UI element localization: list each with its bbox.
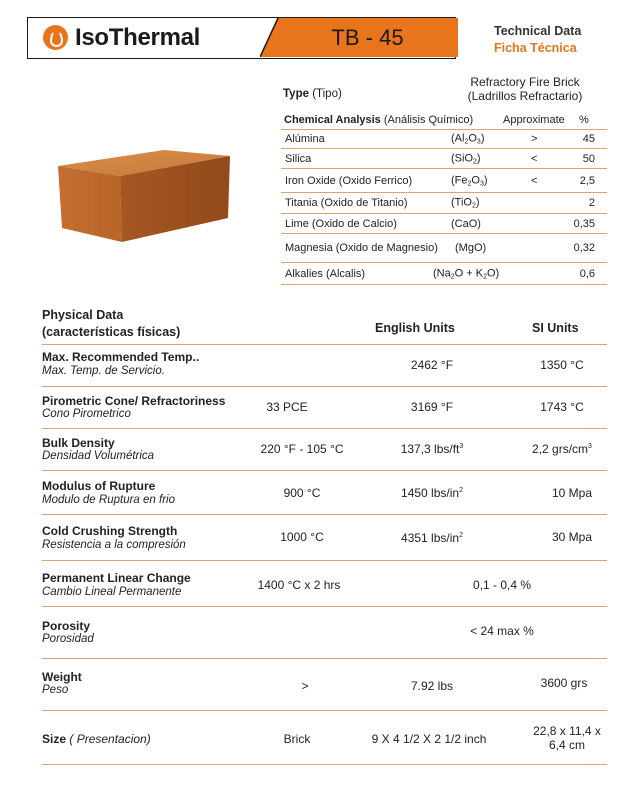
chemical-title-en: Chemical Analysis bbox=[284, 114, 381, 126]
english-value bbox=[357, 486, 507, 500]
english-value: 2462 °F bbox=[410, 358, 454, 372]
chem-formula-sub: 2 bbox=[471, 202, 476, 210]
chem-row bbox=[281, 263, 607, 285]
chem-row bbox=[281, 130, 607, 149]
property-name: Bulk Density bbox=[42, 436, 115, 450]
product-code: TB - 45 bbox=[331, 25, 404, 50]
type-label-en: Type bbox=[283, 88, 309, 100]
chem-value: 2,5 bbox=[579, 174, 595, 187]
english-value-text: 4351 lbs/in bbox=[401, 531, 460, 545]
unit-exponent: 3 bbox=[588, 443, 592, 450]
property-name-es: Peso bbox=[42, 684, 69, 696]
english-units-header: English Units bbox=[375, 321, 455, 335]
english-value bbox=[357, 442, 507, 456]
chem-formula: $(Al_2O_3)$ bbox=[451, 132, 485, 146]
combined-value: < 24 max % bbox=[470, 624, 534, 638]
chem-operator: > bbox=[531, 133, 538, 145]
chem-formula: $(Na_2O + K_2O)$ bbox=[433, 267, 500, 280]
property-name-es: Cono Pirometrico bbox=[42, 408, 131, 420]
chem-row bbox=[281, 214, 607, 234]
type-value bbox=[440, 75, 610, 103]
si-value bbox=[502, 442, 622, 456]
chem-formula: (CaO) bbox=[451, 217, 481, 230]
row-max-temp bbox=[42, 345, 607, 387]
row-modulus-rupture bbox=[42, 471, 607, 515]
chem-value: 45 bbox=[582, 133, 595, 145]
property-name: Size bbox=[42, 732, 67, 746]
chem-value: 0,6 bbox=[579, 267, 595, 280]
chem-formula-part: O bbox=[486, 267, 496, 279]
test-condition: 1000 °C bbox=[280, 530, 324, 544]
chem-formula-part: MgO bbox=[458, 242, 483, 254]
chem-formula-part: O bbox=[471, 174, 480, 186]
approx-label: Approximate bbox=[503, 114, 565, 126]
chem-formula-part: O bbox=[468, 132, 477, 145]
header-bar bbox=[27, 17, 456, 59]
si-value: 1743 °C bbox=[540, 400, 584, 414]
chem-formula-sub: 2 bbox=[483, 273, 487, 280]
property-name: Porosity bbox=[42, 619, 91, 633]
chem-name: Alúmina bbox=[285, 133, 325, 145]
chem-name: Silica bbox=[285, 152, 312, 165]
si-value-line: 22,8 x 11,4 x bbox=[533, 724, 601, 738]
test-condition: 33 PCE bbox=[266, 400, 308, 414]
chem-formula-part: Fe bbox=[454, 174, 468, 186]
brick-image bbox=[48, 118, 238, 248]
chemical-title bbox=[284, 114, 473, 126]
test-condition: 900 °C bbox=[283, 486, 321, 500]
english-value: 3169 °F bbox=[410, 400, 454, 414]
chem-formula-part: SiO bbox=[454, 152, 474, 164]
chem-name: Titania (Oxido de Titanio) bbox=[285, 197, 408, 209]
property-name: Cold Crushing Strength bbox=[42, 524, 178, 538]
si-value: 10 Mpa bbox=[551, 486, 593, 500]
size-label bbox=[42, 732, 151, 746]
chemical-title-es: (Análisis Químico) bbox=[383, 114, 474, 126]
english-value-text: 137,3 lbs/ft bbox=[400, 442, 460, 456]
chem-value: 50 bbox=[582, 152, 595, 165]
physical-title-es: (características físicas) bbox=[42, 325, 181, 339]
chemical-header-row bbox=[281, 110, 607, 130]
si-value: 3600 grs bbox=[540, 676, 588, 690]
product-code-box bbox=[260, 18, 455, 57]
row-cold-crushing bbox=[42, 515, 607, 561]
chemical-analysis-table bbox=[281, 110, 607, 285]
physical-header-row bbox=[42, 307, 607, 345]
si-value-text: 2,2 grs/cm bbox=[532, 442, 589, 456]
type-value-en: Refractory Fire Brick bbox=[470, 75, 580, 89]
si-units-header: SI Units bbox=[532, 321, 579, 335]
row-pyrometric-cone bbox=[42, 387, 607, 429]
si-value bbox=[507, 724, 627, 752]
test-condition: Brick bbox=[283, 732, 311, 746]
chem-row bbox=[281, 169, 607, 193]
test-condition: > bbox=[301, 679, 309, 693]
row-permanent-linear-change bbox=[42, 561, 607, 607]
property-name-es: Densidad Volumétrica bbox=[42, 450, 155, 462]
chem-formula-sub: 2 bbox=[450, 273, 455, 280]
row-size bbox=[42, 711, 607, 765]
unit-exponent: 2 bbox=[459, 532, 463, 539]
chem-name: Iron Oxide (Oxido Ferrico) bbox=[285, 174, 413, 187]
chem-formula: (MgO) bbox=[455, 242, 487, 254]
property-name: Permanent Linear Change bbox=[42, 571, 191, 585]
property-name-es: ( Presentacion) bbox=[69, 732, 151, 746]
chem-name: Alkalies (Alcalis) bbox=[285, 267, 366, 280]
english-value: 9 X 4 1/2 X 2 1/2 inch bbox=[371, 732, 487, 746]
brand-logo bbox=[28, 18, 260, 57]
flame-icon bbox=[43, 25, 68, 50]
chem-value: 0,32 bbox=[573, 242, 595, 254]
chem-name: Magnesia (Oxido de Magnesio) bbox=[285, 242, 438, 254]
test-condition: 220 °F - 105 °C bbox=[260, 442, 344, 456]
property-name: Weight bbox=[42, 670, 82, 684]
chem-formula-sub: 2 bbox=[473, 158, 477, 165]
chem-formula-part: O + K bbox=[454, 267, 484, 279]
doc-title-en: Technical Data bbox=[494, 24, 582, 38]
unit-exponent: 2 bbox=[459, 487, 463, 494]
chem-row bbox=[281, 234, 607, 263]
property-name: Max. Recommended Temp.. bbox=[42, 350, 200, 364]
chem-operator: < bbox=[531, 152, 538, 165]
chem-formula-sub: 3 bbox=[476, 138, 481, 146]
row-weight bbox=[42, 659, 607, 711]
property-name: Pirometric Cone/ Refractoriness bbox=[42, 394, 226, 408]
property-name-es: Max. Temp. de Servicio. bbox=[42, 365, 165, 377]
chem-row bbox=[281, 149, 607, 169]
property-name-es: Resistencia a la compresión bbox=[42, 539, 186, 551]
chem-formula: $(Fe_2O_3)$ bbox=[451, 174, 488, 187]
chem-formula-sub: 2 bbox=[467, 180, 472, 187]
type-label-es: (Tipo) bbox=[312, 88, 342, 100]
property-name-es: Cambio Lineal Permanente bbox=[42, 586, 182, 598]
chem-value: 2 bbox=[588, 197, 595, 209]
chem-formula-part: CaO bbox=[454, 217, 478, 230]
percent-label: % bbox=[579, 114, 589, 126]
brand-name: IsoThermal bbox=[75, 23, 201, 51]
english-value bbox=[357, 531, 507, 545]
combined-value: 0,1 - 0,4 % bbox=[472, 578, 532, 592]
chem-formula-part: Al bbox=[454, 132, 465, 145]
property-name-es: Modulo de Ruptura en frio bbox=[42, 494, 175, 506]
chem-formula-part: Na bbox=[436, 267, 451, 279]
si-value-line: 6,4 cm bbox=[548, 738, 585, 752]
chem-row bbox=[281, 193, 607, 214]
chem-value: 0,35 bbox=[573, 217, 595, 230]
test-condition: 1400 °C x 2 hrs bbox=[257, 578, 341, 592]
chem-formula: (SiO$_2$) bbox=[451, 152, 481, 165]
property-name-es: Porosidad bbox=[42, 633, 94, 645]
english-value-text: 1450 lbs/in bbox=[401, 486, 460, 500]
row-bulk-density bbox=[42, 429, 607, 471]
chem-name: Lime (Oxido de Calcio) bbox=[285, 217, 397, 230]
doc-title-es: Ficha Técnica bbox=[494, 41, 577, 55]
row-porosity bbox=[42, 607, 607, 659]
physical-title bbox=[42, 307, 180, 341]
chem-formula-sub: 3 bbox=[479, 180, 484, 187]
property-name: Modulus of Rupture bbox=[42, 479, 156, 493]
si-value: 1350 °C bbox=[540, 358, 584, 372]
si-value: 30 Mpa bbox=[551, 530, 593, 544]
chem-formula: (TiO$_2$) bbox=[451, 196, 480, 210]
chem-formula-sub: 2 bbox=[464, 138, 469, 146]
unit-exponent: 3 bbox=[459, 443, 464, 450]
chem-formula-part: TiO bbox=[454, 196, 472, 209]
physical-title-en: Physical Data bbox=[42, 308, 124, 322]
type-label bbox=[283, 88, 342, 100]
english-value: 7.92 lbs bbox=[410, 679, 454, 693]
type-value-es: (Ladrillos Refractario) bbox=[467, 89, 583, 103]
chem-operator: < bbox=[531, 174, 538, 187]
